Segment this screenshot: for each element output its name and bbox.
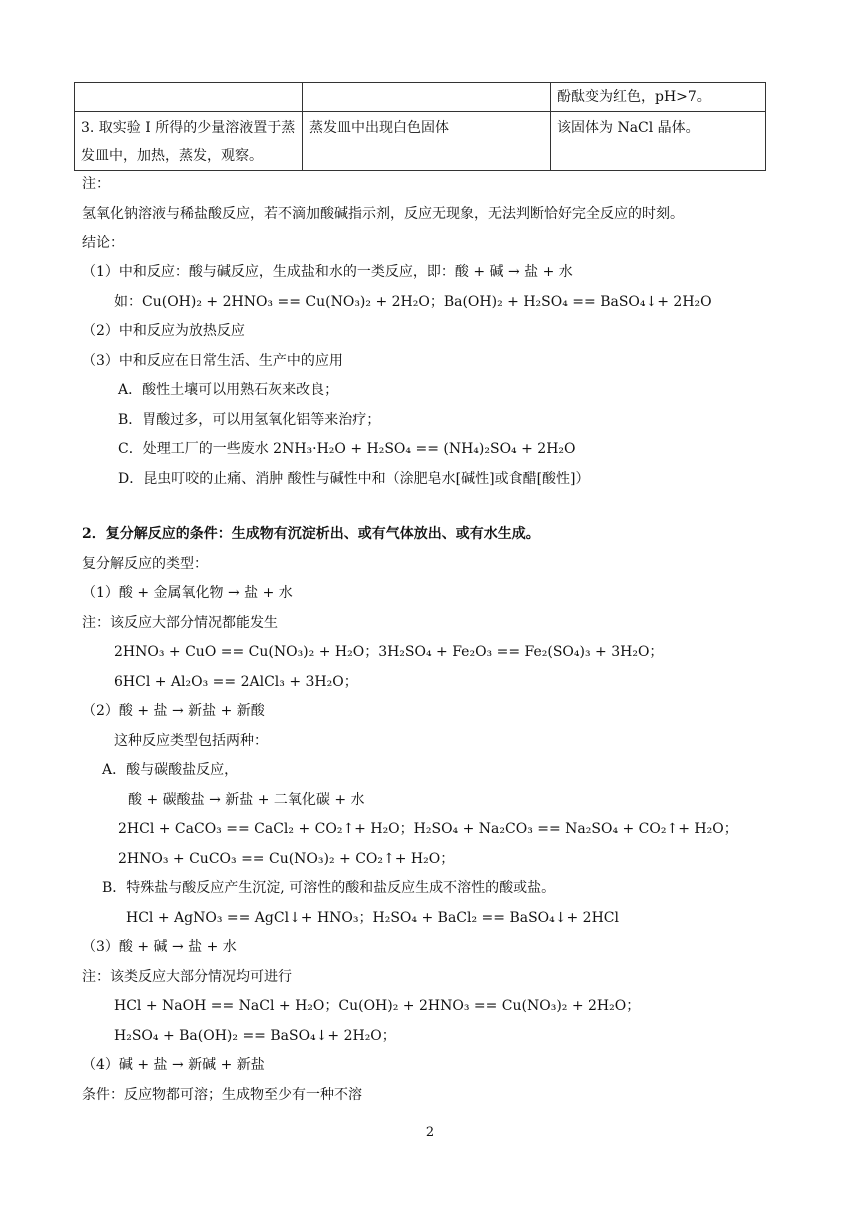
table-cell: 蒸发皿中出现白色固体 [303,112,551,171]
type-2-a-rule: 酸 + 碳酸盐 → 新盐 + 二氧化碳 + 水 [128,792,365,808]
equation-line: 2HCl + CaCO₃ == CaCl₂ + CO₂↑+ H₂O；H₂SO₄ + Na₂CO₃ == Na₂SO₄ + CO₂↑+ H₂O； [118,821,738,837]
conclusion-item-3: （3）中和反应在日常生活、生产中的应用 [82,353,343,369]
table-cell: 酚酞变为红色，pH>7。 [551,83,766,112]
experiment-table [74,82,766,171]
type-2-b: B．特殊盐与酸反应产生沉淀, 可溶性的酸和盐反应生成不溶性的酸或盐。 [102,880,556,896]
type-3-heading: （3）酸 + 碱 → 盐 + 水 [82,939,237,955]
equation-line: 如：Cu(OH)₂ + 2HNO₃ == Cu(NO₃)₂ + 2H₂O；Ba(OH)₂ + H₂SO₄ == BaSO₄↓+ 2H₂O [114,294,712,310]
note-label: 注： [82,176,110,192]
table-cell: 该固体为 NaCl 晶体。 [551,112,766,171]
conclusion-label: 结论： [82,235,124,251]
type-4-heading: （4）碱 + 盐 → 新碱 + 新盐 [82,1057,265,1073]
table-cell [303,83,551,112]
equation-line: 6HCl + Al₂O₃ == 2AlCl₃ + 3H₂O； [114,674,358,690]
type-2-heading: （2）酸 + 盐 → 新盐 + 新酸 [82,703,265,719]
application-c: C．处理工厂的一些废水 2NH₃·H₂O + H₂SO₄ == (NH₄)₂SO₄ + 2H₂O [118,441,576,457]
type-1-heading: （1）酸 + 金属氧化物 → 盐 + 水 [82,585,293,601]
equation-line: H₂SO₄ + Ba(OH)₂ == BaSO₄↓+ 2H₂O； [114,1028,396,1044]
table-row [75,112,766,171]
type-4-condition: 条件：反应物都可溶；生成物至少有一种不溶 [82,1087,362,1103]
table-row [75,83,766,112]
table-cell [75,83,303,112]
section-heading: 2．复分解反应的条件：生成物有沉淀析出、或有气体放出、或有水生成。 [82,526,540,542]
application-a: A．酸性土壤可以用熟石灰来改良； [118,382,339,398]
type-2-intro: 这种反应类型包括两种： [114,733,268,749]
type-1-note: 注：该反应大部分情况都能发生 [82,615,278,631]
page-number: 2 [425,1125,435,1140]
equation-line: HCl + NaOH == NaCl + H₂O；Cu(OH)₂ + 2HNO₃ == Cu(NO₃)₂ + 2H₂O； [114,998,641,1014]
application-d: D．昆虫叮咬的止痛、消肿 酸性与碱性中和（涂肥皂水[碱性]或食醋[酸性]） [118,471,590,487]
note-text: 氢氧化钠溶液与稀盐酸反应，若不滴加酸碱指示剂，反应无现象，无法判断恰好完全反应的时刻。 [82,206,684,222]
types-label: 复分解反应的类型： [82,556,208,572]
application-b: B．胃酸过多，可以用氢氧化铝等来治疗； [118,412,381,428]
table-cell: 3. 取实验 I 所得的少量溶液置于蒸发皿中，加热，蒸发，观察。 [75,112,303,171]
conclusion-item-1: （1）中和反应：酸与碱反应，生成盐和水的一类反应，即：酸 + 碱 → 盐 + 水 [82,264,573,280]
conclusion-item-2: （2）中和反应为放热反应 [82,323,245,339]
equation-line: 2HNO₃ + CuO == Cu(NO₃)₂ + H₂O；3H₂SO₄ + Fe₂O₃ == Fe₂(SO₄)₃ + 3H₂O； [114,644,664,660]
equation-line: HCl + AgNO₃ == AgCl↓+ HNO₃；H₂SO₄ + BaCl₂ == BaSO₄↓+ 2HCl [126,910,619,926]
type-2-a: A．酸与碳酸盐反应， [102,762,239,778]
type-3-note: 注：该类反应大部分情况均可进行 [82,969,292,985]
equation-line: 2HNO₃ + CuCO₃ == Cu(NO₃)₂ + CO₂↑+ H₂O； [118,851,455,867]
